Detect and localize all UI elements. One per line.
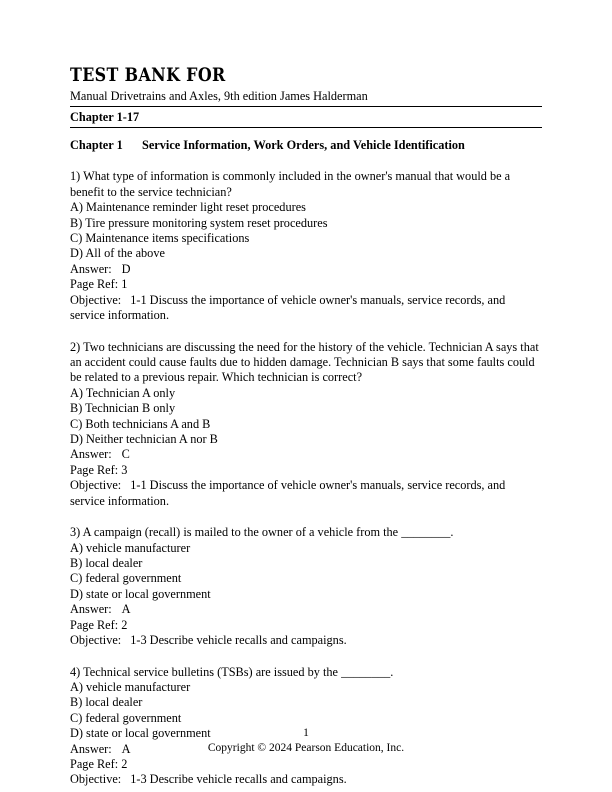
objective-label: Objective: bbox=[70, 633, 122, 648]
question-option: D) state or local government bbox=[70, 726, 211, 741]
page-ref-value: 3 bbox=[121, 462, 128, 477]
question-option: A) Maintenance reminder light reset procedures bbox=[70, 200, 306, 215]
objective-value: 1-3 Describe vehicle recalls and campaigns. bbox=[130, 633, 347, 648]
question-option: D) All of the above bbox=[70, 246, 165, 261]
objective-value: 1-1 Discuss the importance of vehicle owner's manuals, service records, and service information. bbox=[70, 292, 506, 323]
answer-value: A bbox=[121, 741, 131, 756]
objective-value: 1-1 Discuss the importance of vehicle owner's manuals, service records, and service information. bbox=[70, 478, 506, 508]
objective-label: Objective: bbox=[70, 772, 122, 787]
question-option: B) local dealer bbox=[70, 556, 143, 570]
answer-label: Answer: bbox=[70, 447, 112, 462]
page-ref-value: 2 bbox=[121, 757, 128, 772]
question-text: 1) What type of information is commonly included in the owner's manual that would be a benefit to the service technician? bbox=[70, 169, 511, 199]
question-option: B) Technician B only bbox=[70, 401, 176, 416]
page-ref-line bbox=[70, 277, 542, 292]
question-option: A) vehicle manufacturer bbox=[70, 540, 191, 555]
answer-label: Answer: bbox=[70, 261, 112, 276]
chapter-heading bbox=[70, 138, 542, 153]
question-option: C) Both technicians A and B bbox=[70, 416, 211, 431]
page-ref-line bbox=[70, 463, 542, 478]
question-option: C) federal government bbox=[70, 710, 182, 725]
chapter-divider bbox=[70, 127, 542, 128]
question-option: A) Technician A only bbox=[70, 385, 176, 400]
document-content bbox=[70, 66, 542, 788]
objective-line bbox=[70, 772, 542, 787]
answer-label: Answer: bbox=[70, 602, 112, 617]
answer-value: D bbox=[121, 261, 131, 276]
chapter-range: Chapter 1-17 bbox=[70, 110, 140, 125]
question-option: A) vehicle manufacturer bbox=[70, 679, 191, 694]
question-option: D) state or local government bbox=[70, 586, 211, 601]
objective-value: 1-3 Describe vehicle recalls and campaigns. bbox=[130, 772, 347, 787]
question-option: B) Tire pressure monitoring system reset procedures bbox=[70, 215, 328, 230]
page-ref-line bbox=[70, 618, 542, 633]
chapter-heading-text: Service Information, Work Orders, and Vehicle Identification bbox=[142, 138, 465, 153]
question-block bbox=[70, 169, 542, 323]
objective-line bbox=[70, 293, 542, 324]
page-ref-label: Page Ref: bbox=[70, 757, 119, 772]
answer-line bbox=[70, 262, 542, 277]
question-text: 4) Technical service bulletins (TSBs) are issued by the ________. bbox=[70, 664, 394, 679]
title-divider bbox=[70, 106, 542, 107]
page-ref-value: 2 bbox=[121, 617, 128, 632]
page-ref-line bbox=[70, 757, 542, 772]
objective-line bbox=[70, 633, 542, 648]
page-number: 1 bbox=[303, 727, 309, 740]
answer-value: A bbox=[121, 602, 131, 617]
page-ref-label: Page Ref: bbox=[70, 462, 119, 477]
question-text: 2) Two technicians are discussing the need for the history of the vehicle. Technician A says that an accident could cause faults due to hidden damage. Technician B says that some faults could be related to a previous repair. Which technician is correct? bbox=[70, 339, 539, 385]
copyright-notice: Copyright © 2024 Pearson Education, Inc. bbox=[207, 742, 405, 755]
answer-value: C bbox=[121, 447, 130, 462]
page-ref-label: Page Ref: bbox=[70, 617, 119, 632]
objective-label: Objective: bbox=[70, 478, 122, 493]
question-block bbox=[70, 525, 542, 648]
answer-line bbox=[70, 602, 542, 617]
page-ref-label: Page Ref: bbox=[70, 277, 119, 292]
question-block bbox=[70, 340, 542, 510]
question-option: B) local dealer bbox=[70, 695, 143, 710]
objective-line bbox=[70, 478, 542, 509]
answer-line bbox=[70, 447, 542, 462]
question-text: 3) A campaign (recall) is mailed to the owner of a vehicle from the ________. bbox=[70, 525, 454, 540]
answer-label: Answer: bbox=[70, 741, 112, 756]
question-option: C) Maintenance items specifications bbox=[70, 230, 250, 245]
chapter-heading-label: Chapter 1 bbox=[70, 138, 123, 153]
question-option: C) federal government bbox=[70, 571, 182, 586]
page-footer bbox=[0, 726, 612, 756]
page-title: TEST BANK FOR bbox=[70, 64, 226, 86]
question-option: D) Neither technician A nor B bbox=[70, 432, 218, 447]
page-ref-value: 1 bbox=[121, 277, 128, 292]
document-subtitle: Manual Drivetrains and Axles, 9th edition James Halderman bbox=[70, 88, 368, 103]
objective-label: Objective: bbox=[70, 292, 122, 307]
